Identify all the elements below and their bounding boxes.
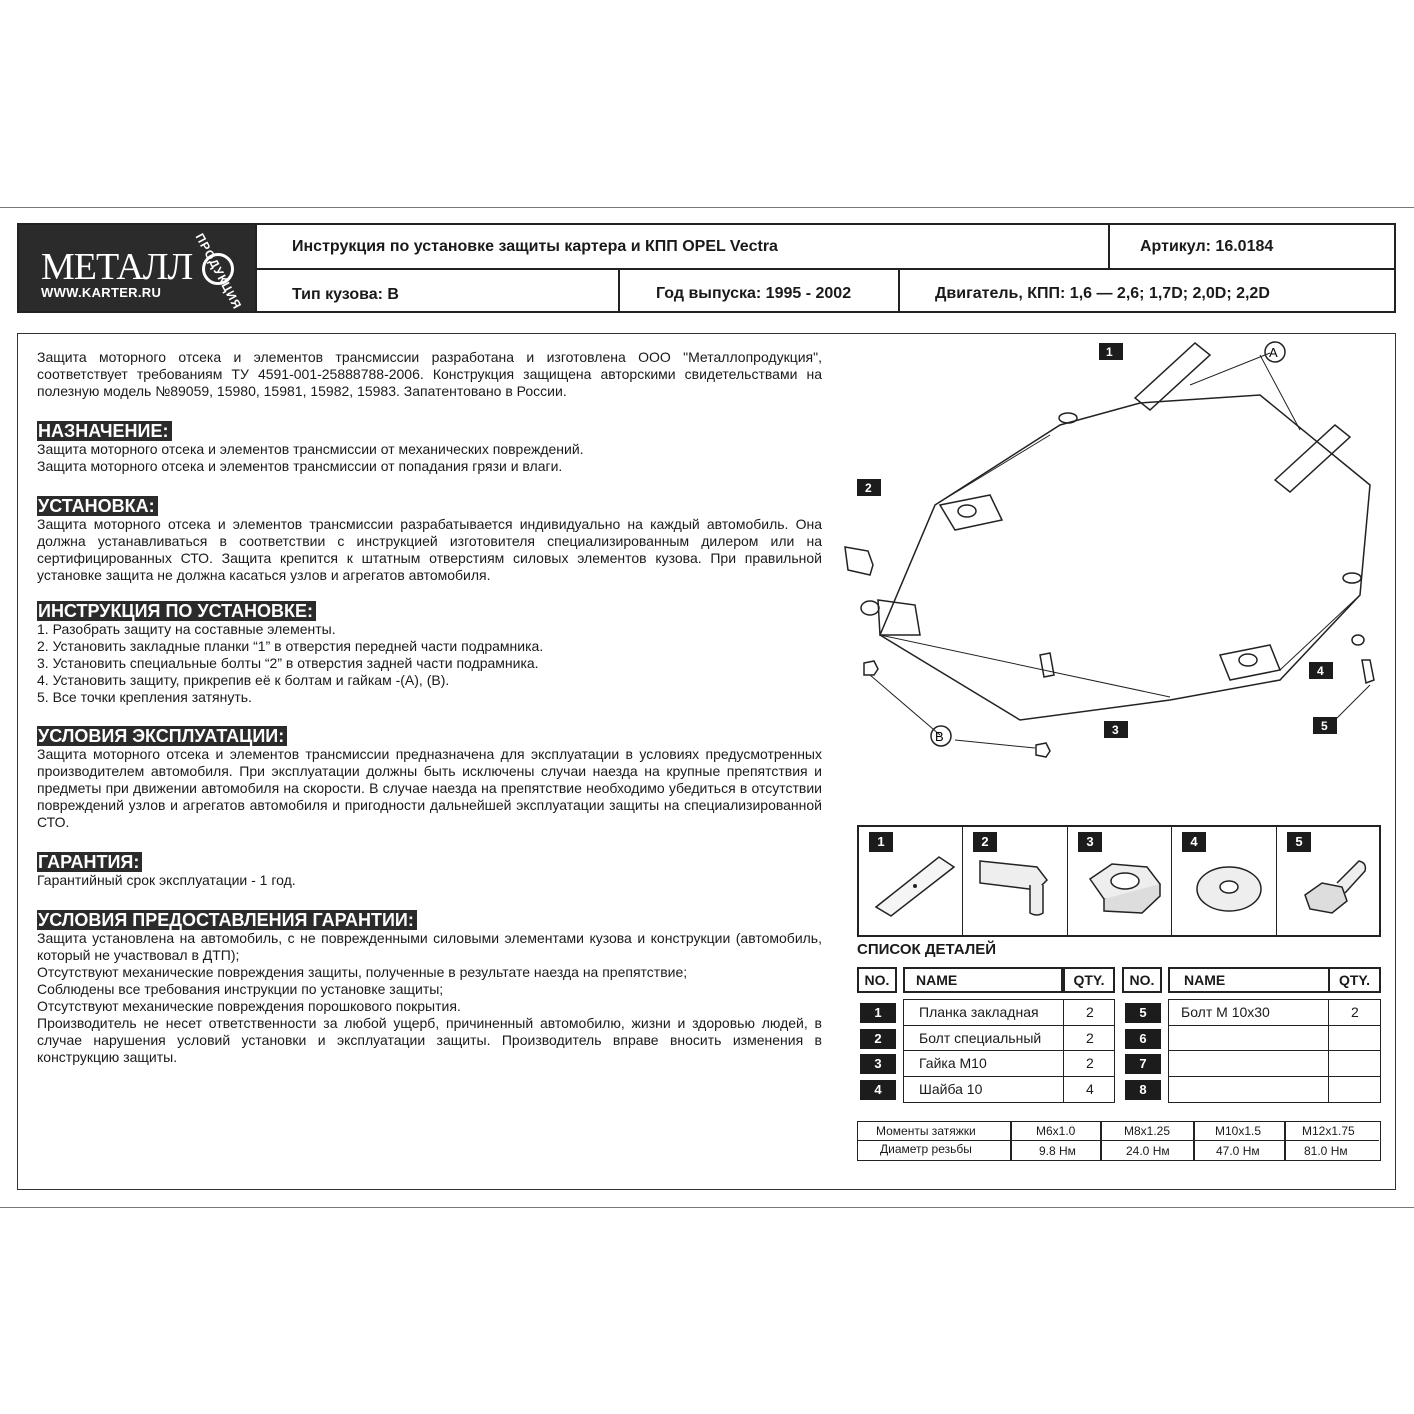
bolt-icon [1297,853,1377,923]
skid-plate [880,395,1370,720]
callout-1: 1 [1106,345,1113,359]
section-heading: ИНСТРУКЦИЯ ПО УСТАНОВКЕ: [37,601,316,621]
bolt-5 [1362,660,1374,683]
section-heading: УСТАНОВКА: [37,496,158,516]
part-qty: 2 [1351,1004,1359,1020]
nut-b1 [864,661,878,675]
section-heading: УСЛОВИЯ ЭКСПЛУАТАЦИИ: [37,726,287,746]
callout-letter-b: B [935,729,944,744]
plate-a1 [1135,343,1210,410]
special-bolt-icon [975,855,1060,920]
section-heading: ГАРАНТИЯ: [37,852,142,872]
section-warranty: ГАРАНТИЯ: Гарантийный срок эксплуатации - 1 год. [37,852,296,888]
part-name: Планка закладная [919,1004,1039,1020]
article-number: Артикул: 16.0184 [1140,238,1274,255]
mount-left [940,495,1002,530]
callout-3: 3 [1112,723,1119,737]
part-name: Гайка М10 [919,1055,987,1071]
torque-value: 81.0 Нм [1304,1144,1348,1158]
logo-url: WWW.KARTER.RU [41,285,162,300]
col-name: NAME [1168,967,1330,993]
bolt-rear [1040,653,1054,677]
thread-size: M8x1.25 [1124,1124,1171,1138]
mount-right [1220,645,1280,680]
part-qty: 2 [1086,1030,1094,1046]
special-bolt [845,547,873,575]
thread-label: Диаметр резьбы [880,1142,972,1156]
parts-icons-row [857,825,1381,937]
torque-value: 9.8 Нм [1039,1144,1076,1158]
col-no: NO. [857,967,897,993]
section-heading: УСЛОВИЯ ПРЕДОСТАВЛЕНИЯ ГАРАНТИИ: [37,910,417,930]
part-icon-cell: 1 [859,827,963,935]
torque-value: 47.0 Нм [1216,1144,1260,1158]
part-name: Болт специальный [919,1030,1042,1046]
left-bracket [878,600,920,635]
logo-text: МЕТАЛЛ [41,246,193,288]
callout-letter-a: A [1269,345,1278,360]
torque-value: 24.0 Нм [1126,1144,1170,1158]
part-name: Шайба 10 [919,1081,983,1097]
col-name: NAME [903,967,1063,993]
parts-list-title: СПИСОК ДЕТАЛЕЙ [857,941,997,958]
part-icon-cell: 2 [963,827,1068,935]
part-icon-cell: 5 [1277,827,1381,935]
row-no: 5 [1125,1003,1161,1023]
intro-text: Защита моторного отсека и элементов трансмиссии разработана и изготовлена ООО "Металлопродукция", соответствует требованиям ТУ 4591-001-25888788-2006. Конструкция защищена авторскими свидетельствами на полезную модель №89059, 15980, 15981, 15982, 15983. Запатентовано в России. [37,349,822,399]
production-years: Год выпуска: 1995 - 2002 [656,285,852,302]
engine-info: Двигатель, КПП: 1,6 — 2,6; 1,7D; 2,0D; 2,2D [935,285,1270,302]
callout-4: 4 [1317,664,1324,678]
row-no: 4 [860,1080,896,1100]
plate-icon [871,852,956,917]
row-no: 8 [1125,1080,1161,1100]
nut-icon [1082,859,1167,919]
step: 2. Установить закладные планки “1” в отверстия передней части подрамника. [37,638,544,654]
document-header [17,223,1396,313]
section-install: УСТАНОВКА: Защита моторного отсека и элементов трансмиссии разрабатывается индивидуально на каждый автомобиль. Она должна устанавливаться в соответствии с инструкцией изготовителя специализированным дилером или на сертифицированных СТО. Защита крепится к штатным отверстиям силовых элементов кузова. При правильной установке защита не должна касаться узлов и агрегатов автомобиля. [37,496,822,583]
part-qty: 2 [1086,1055,1094,1071]
step: 4. Установить защиту, прикрепив её к болтам и гайкам -(А), (В). [37,672,450,688]
washer-icon [1186,857,1271,922]
torque-label: Моменты затяжки [876,1124,976,1138]
nut-b2 [1036,743,1050,757]
col-no: NO. [1122,967,1162,993]
part-name: Болт М 10x30 [1181,1004,1270,1020]
part-icon-cell: 3 [1068,827,1172,935]
row-no: 6 [1125,1029,1161,1049]
section-instructions [37,601,822,706]
row-no: 3 [860,1054,896,1074]
torque-table [857,1121,1381,1161]
step: 5. Все точки крепления затянуть. [37,689,252,705]
part-icon-cell: 4 [1172,827,1277,935]
step: 1. Разобрать защиту на составные элементы. [37,621,336,637]
row-no: 7 [1125,1054,1161,1074]
thread-size: M6x1.0 [1036,1124,1076,1138]
section-purpose: НАЗНАЧЕНИЕ: Защита моторного отсека и элементов трансмиссии от механических повреждений. Защита моторного отсека и элементов трансмиссии от попадания грязи и влаги. [37,421,584,474]
part-qty: 2 [1086,1004,1094,1020]
assembly-diagram [840,335,1390,785]
row-no: 1 [860,1003,896,1023]
company-logo [19,225,255,311]
section-warranty-terms: УСЛОВИЯ ПРЕДОСТАВЛЕНИЯ ГАРАНТИИ: Защита установлена на автомобиль, с не поврежденными силовыми элементами кузова и конструкции (автомобиль, который не участвовал в ДТП); Отсутствуют механические повреждения защиты, полученные в результате наезда на препятствие; Соблюдены все требования инструкции по установке защиты; Отсутствуют механические повреждения порошкового покрытия. Производитель не несет ответственности за любой ущерб, причиненный автомобилю, жизни и здоровью людей, в случае нарушения условий установки и эксплуатации защиты. Производитель вправе вносить изменения в конструкцию защиты. [37,910,822,1065]
section-conditions: УСЛОВИЯ ЭКСПЛУАТАЦИИ: Защита моторного отсека и элементов трансмиссии предназначена для эксплуатации в условиях предусмотренных производителем автомобиля. При эксплуатации должны быть исключены случаи наезда на крупные препятствия и предметы при движении автомобиля на скорости. В случае наезда на препятствие необходимо убедиться в отсутствии повреждений узлов и агрегатов автомобиля и пригодности дальнейшей эксплуатации защиты на специализированной СТО. [37,726,822,830]
thread-size: M10x1.5 [1215,1124,1262,1138]
col-qty: QTY. [1063,967,1115,993]
callout-5: 5 [1321,719,1328,733]
section-heading: НАЗНАЧЕНИЕ: [37,421,172,441]
callout-2: 2 [865,481,872,495]
step: 3. Установить специальные болты “2” в отверстия задней части подрамника. [37,655,539,671]
row-no: 2 [860,1029,896,1049]
col-qty: QTY. [1328,967,1381,993]
document-title: Инструкция по установке защиты картера и КПП OPEL Vectra [292,238,778,255]
part-qty: 4 [1086,1081,1094,1097]
body-type: Тип кузова: В [292,286,399,303]
thread-size: M12x1.75 [1302,1124,1355,1138]
logo-arc-text: ПРОДУКЦИЯ [192,231,245,312]
